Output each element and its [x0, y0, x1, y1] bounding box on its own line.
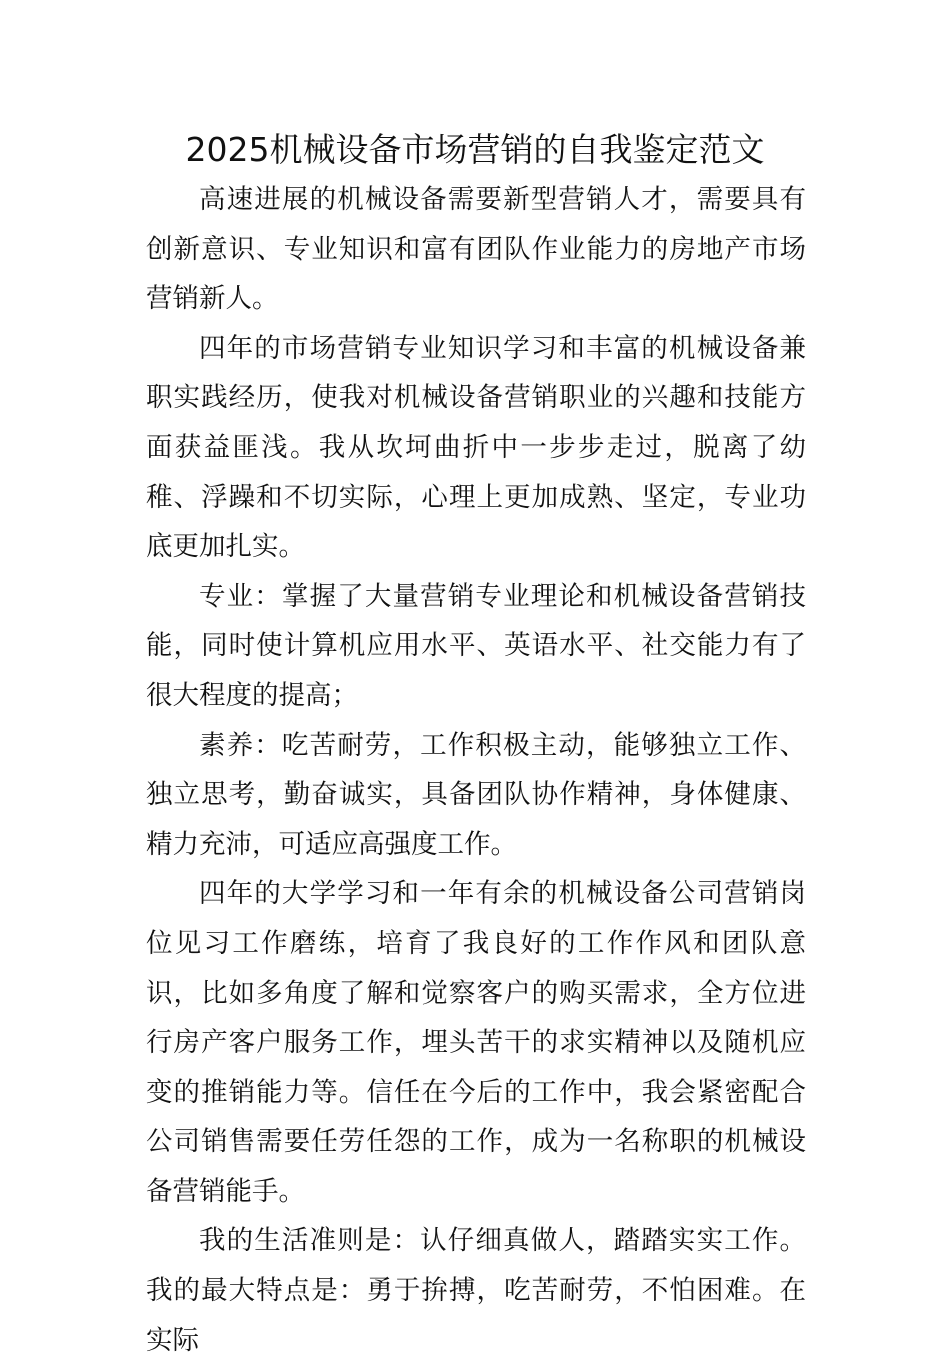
paragraph-2: 四年的市场营销专业知识学习和丰富的机械设备兼职实践经历，使我对机械设备营销职业的兴趣和技能方面获益匪浅。我从坎坷曲折中一步步走过，脱离了幼稚、浮躁和不切实际，心理上更加成熟、坚定，专业功底更加扎实。 — [146, 332, 806, 563]
paragraph-6: 我的生活准则是：认仔细真做人，踏踏实实工作。我的最大特点是：勇于拚搏，吃苦耐劳，不怕困难。在实际 — [146, 1225, 806, 1356]
paragraph-3: 专业：掌握了大量营销专业理论和机械设备营销技能，同时使计算机应用水平、英语水平、社交能力有了很大程度的提高； — [146, 580, 806, 711]
paragraph-1: 高速进展的机械设备需要新型营销人才，需要具有创新意识、专业知识和富有团队作业能力的房地产市场营销新人。 — [146, 184, 806, 315]
document-body — [146, 175, 806, 1365]
paragraph-4: 素养：吃苦耐劳，工作积极主动，能够独立工作、独立思考，勤奋诚实，具备团队协作精神，身体健康、精力充沛，可适应高强度工作。 — [146, 729, 806, 860]
document-title: 2025机械设备市场营销的自我鉴定范文 — [185, 130, 765, 169]
paragraph-5: 四年的大学学习和一年有余的机械设备公司营销岗位见习工作磨练，培育了我良好的工作作风和团队意识，比如多角度了解和觉察客户的购买需求，全方位进行房产客户服务工作，埋头苦干的求实精神以及随机应变的推销能力等。信任在今后的工作中，我会紧密配合公司销售需要任劳任怨的工作，成为一名称职的机械设备营销能手。 — [146, 878, 806, 1207]
